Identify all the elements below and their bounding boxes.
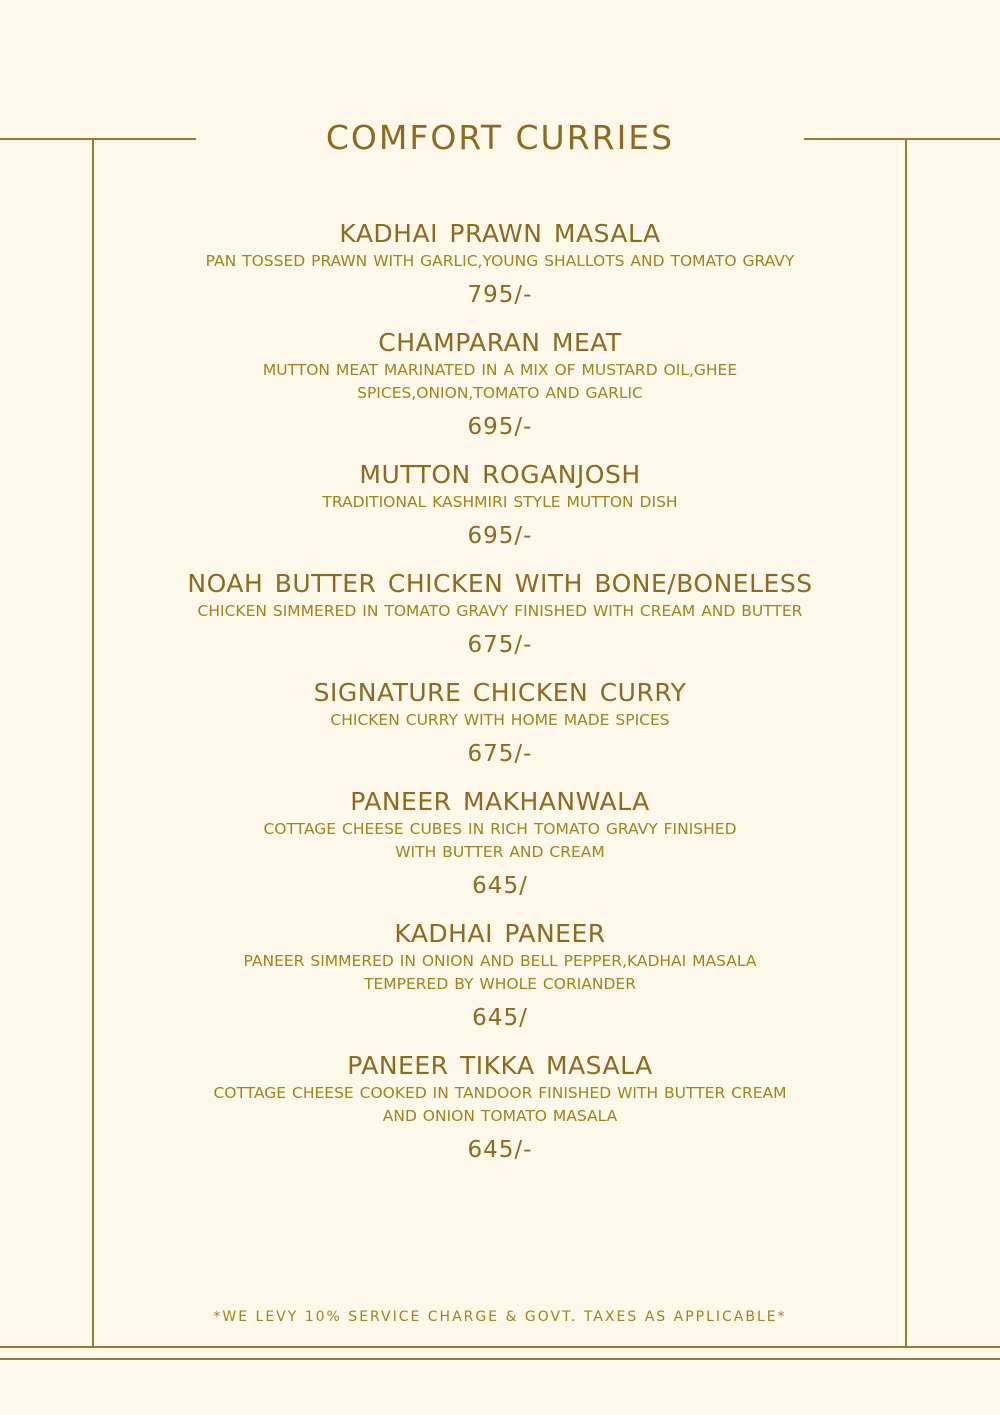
item-name: PANEER MAKHANWALA xyxy=(350,787,650,816)
frame-left-vertical-line xyxy=(92,138,94,1348)
frame-right-vertical-line xyxy=(905,138,907,1348)
item-description-line: PAN TOSSED PRAWN WITH GARLIC,YOUNG SHALLOTS AND TOMATO GRAVY xyxy=(205,252,795,270)
menu-item xyxy=(100,327,900,442)
item-price: 675/- xyxy=(467,741,533,767)
item-name: SIGNATURE CHICKEN CURRY xyxy=(313,678,687,707)
menu-item xyxy=(100,1050,900,1165)
item-price: 795/- xyxy=(467,282,533,308)
item-name: MUTTON ROGANJOSH xyxy=(359,460,641,489)
item-description-line: SPICES,ONION,TOMATO AND GARLIC xyxy=(357,384,643,402)
item-description-line: PANEER SIMMERED IN ONION AND BELL PEPPER,KADHAI MASALA xyxy=(243,952,757,970)
menu-item xyxy=(100,459,900,551)
item-description xyxy=(100,1082,900,1128)
menu-item xyxy=(100,677,900,769)
item-description xyxy=(100,250,900,273)
menu-items-list xyxy=(100,218,900,1182)
item-price: 695/- xyxy=(467,414,533,440)
service-charge-note: *WE LEVY 10% SERVICE CHARGE & GOVT. TAXES AS APPLICABLE* xyxy=(213,1309,787,1325)
item-description-line: CHICKEN CURRY WITH HOME MADE SPICES xyxy=(330,711,670,729)
item-description xyxy=(100,491,900,514)
menu-item xyxy=(100,568,900,660)
item-name: PANEER TIKKA MASALA xyxy=(347,1051,653,1080)
item-description-line: COTTAGE CHEESE CUBES IN RICH TOMATO GRAVY FINISHED xyxy=(263,820,737,838)
item-description-line: CHICKEN SIMMERED IN TOMATO GRAVY FINISHED WITH CREAM AND BUTTER xyxy=(197,602,803,620)
item-name: CHAMPARAN MEAT xyxy=(378,328,622,357)
section-title: COMFORT CURRIES xyxy=(325,118,675,157)
menu-item xyxy=(100,786,900,901)
menu-item xyxy=(100,218,900,310)
item-description xyxy=(100,950,900,996)
item-description-line: WITH BUTTER AND CREAM xyxy=(395,843,605,861)
item-description-line: TRADITIONAL KASHMIRI STYLE MUTTON DISH xyxy=(322,493,678,511)
frame-bottom-line-2 xyxy=(0,1358,1000,1360)
item-price: 645/ xyxy=(472,1005,528,1031)
item-description-line: COTTAGE CHEESE COOKED IN TANDOOR FINISHED WITH BUTTER CREAM xyxy=(213,1084,787,1102)
menu-item xyxy=(100,918,900,1033)
item-description xyxy=(100,359,900,405)
item-description xyxy=(100,818,900,864)
item-name: KADHAI PRAWN MASALA xyxy=(339,219,661,248)
item-price: 645/ xyxy=(472,873,528,899)
item-description-line: MUTTON MEAT MARINATED IN A MIX OF MUSTARD OIL,GHEE xyxy=(262,361,738,379)
item-price: 675/- xyxy=(467,632,533,658)
item-price: 695/- xyxy=(467,523,533,549)
item-name: KADHAI PANEER xyxy=(394,919,606,948)
item-description xyxy=(100,709,900,732)
item-description-line: AND ONION TOMATO MASALA xyxy=(382,1107,618,1125)
frame-bottom-line-1 xyxy=(0,1346,1000,1348)
item-description-line: TEMPERED BY WHOLE CORIANDER xyxy=(364,975,636,993)
item-description xyxy=(100,600,900,623)
item-price: 645/- xyxy=(467,1137,533,1163)
item-name: NOAH BUTTER CHICKEN WITH BONE/BONELESS xyxy=(187,569,813,598)
